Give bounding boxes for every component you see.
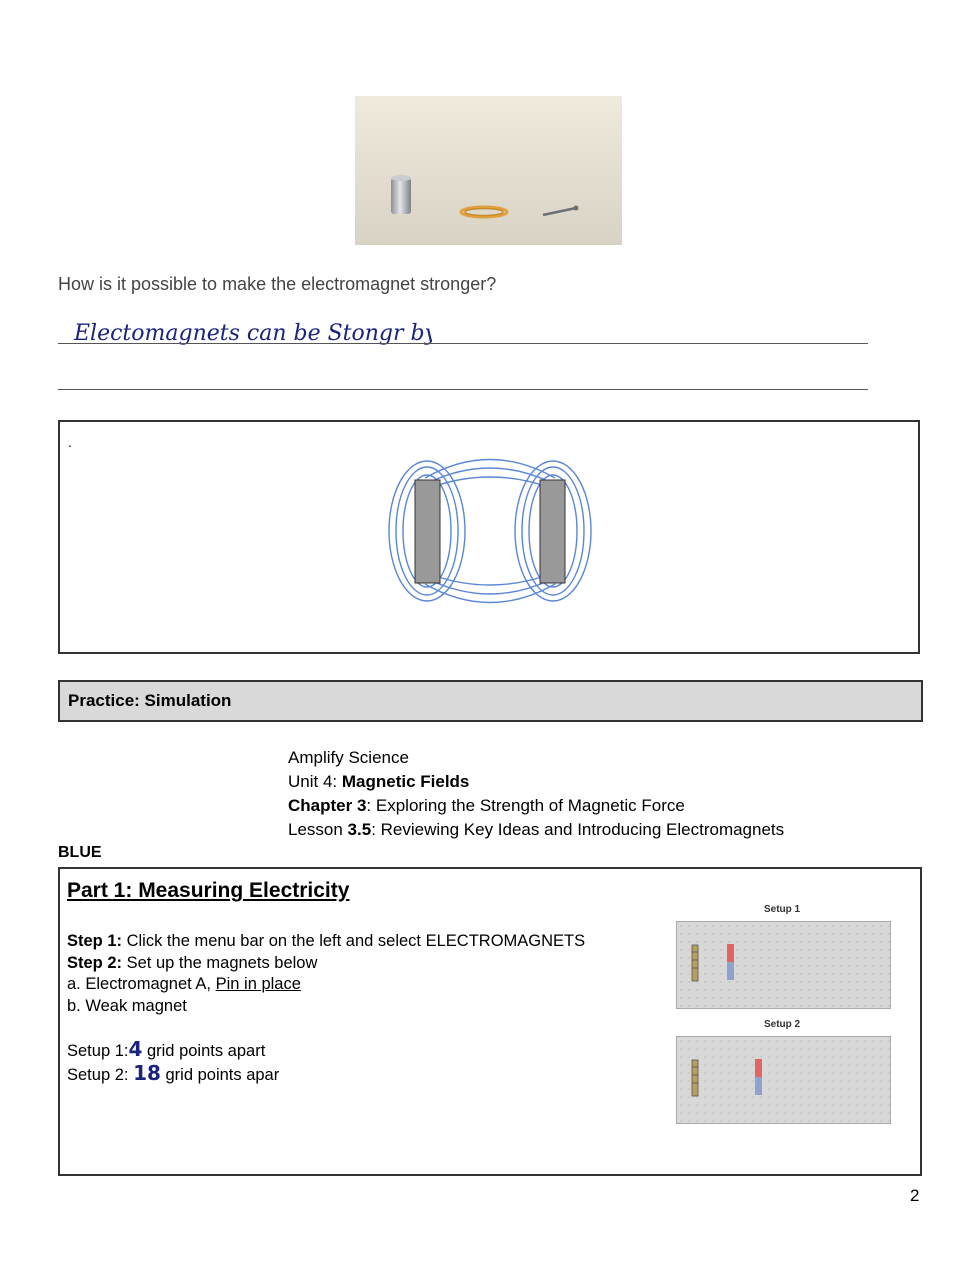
- magnetic-field-diagram-box: [58, 420, 920, 654]
- course-info: [288, 746, 784, 842]
- setup-1-figure-label: Setup 1: [764, 904, 801, 915]
- answer-line-1: [58, 343, 868, 344]
- step-2: Step 2: Set up the magnets below: [67, 953, 318, 972]
- unit-line: Unit 4: Magnetic Fields: [288, 772, 470, 791]
- answer-line-2: [58, 389, 868, 390]
- step-item-b: b. Weak magnet: [67, 996, 187, 1015]
- setup-2-figure-label: Setup 2: [764, 1019, 801, 1030]
- question-text: How is it possible to make the electromagnet stronger?: [58, 274, 497, 294]
- setup-results: [67, 1039, 279, 1086]
- page-number: 2: [910, 1186, 920, 1205]
- box-dot: .: [68, 434, 72, 450]
- part1-title: Part 1: Measuring Electricity: [67, 879, 350, 902]
- setup-1-handwritten-value: 4: [128, 1037, 143, 1061]
- electromagnet-materials-photo: [355, 96, 622, 245]
- setup-2-grid: [676, 1036, 891, 1124]
- chapter-line: Chapter 3: Exploring the Strength of Magnetic Force: [288, 796, 685, 815]
- pin-in-place-text: Pin in place: [215, 975, 301, 993]
- handwritten-answer-text: Electomagnets can be Stongr by...: [74, 321, 432, 346]
- program-name: Amplify Science: [288, 748, 409, 767]
- part1-box: [58, 867, 922, 1176]
- setup-1-grid: [676, 921, 891, 1009]
- step-1: Step 1: Click the menu bar on the left and select ELECTROMAGNETS: [67, 932, 586, 950]
- setup-2-result: Setup 2: 18 grid points apar: [67, 1060, 280, 1085]
- setup-1-result: Setup 1:4 grid points apart: [67, 1037, 266, 1061]
- lesson-line: Lesson 3.5: Reviewing Key Ideas and Introducing Electromagnets: [288, 820, 785, 839]
- step-item-a: a. Electromagnet A, Pin in place: [67, 975, 301, 993]
- practice-header: Practice: Simulation: [58, 680, 923, 722]
- group-label: BLUE: [58, 844, 102, 861]
- handwritten-answer: [72, 306, 432, 358]
- setup-2-handwritten-value: 18: [133, 1060, 161, 1085]
- magnetic-field-diagram: [385, 456, 595, 606]
- part1-steps: [67, 931, 585, 1017]
